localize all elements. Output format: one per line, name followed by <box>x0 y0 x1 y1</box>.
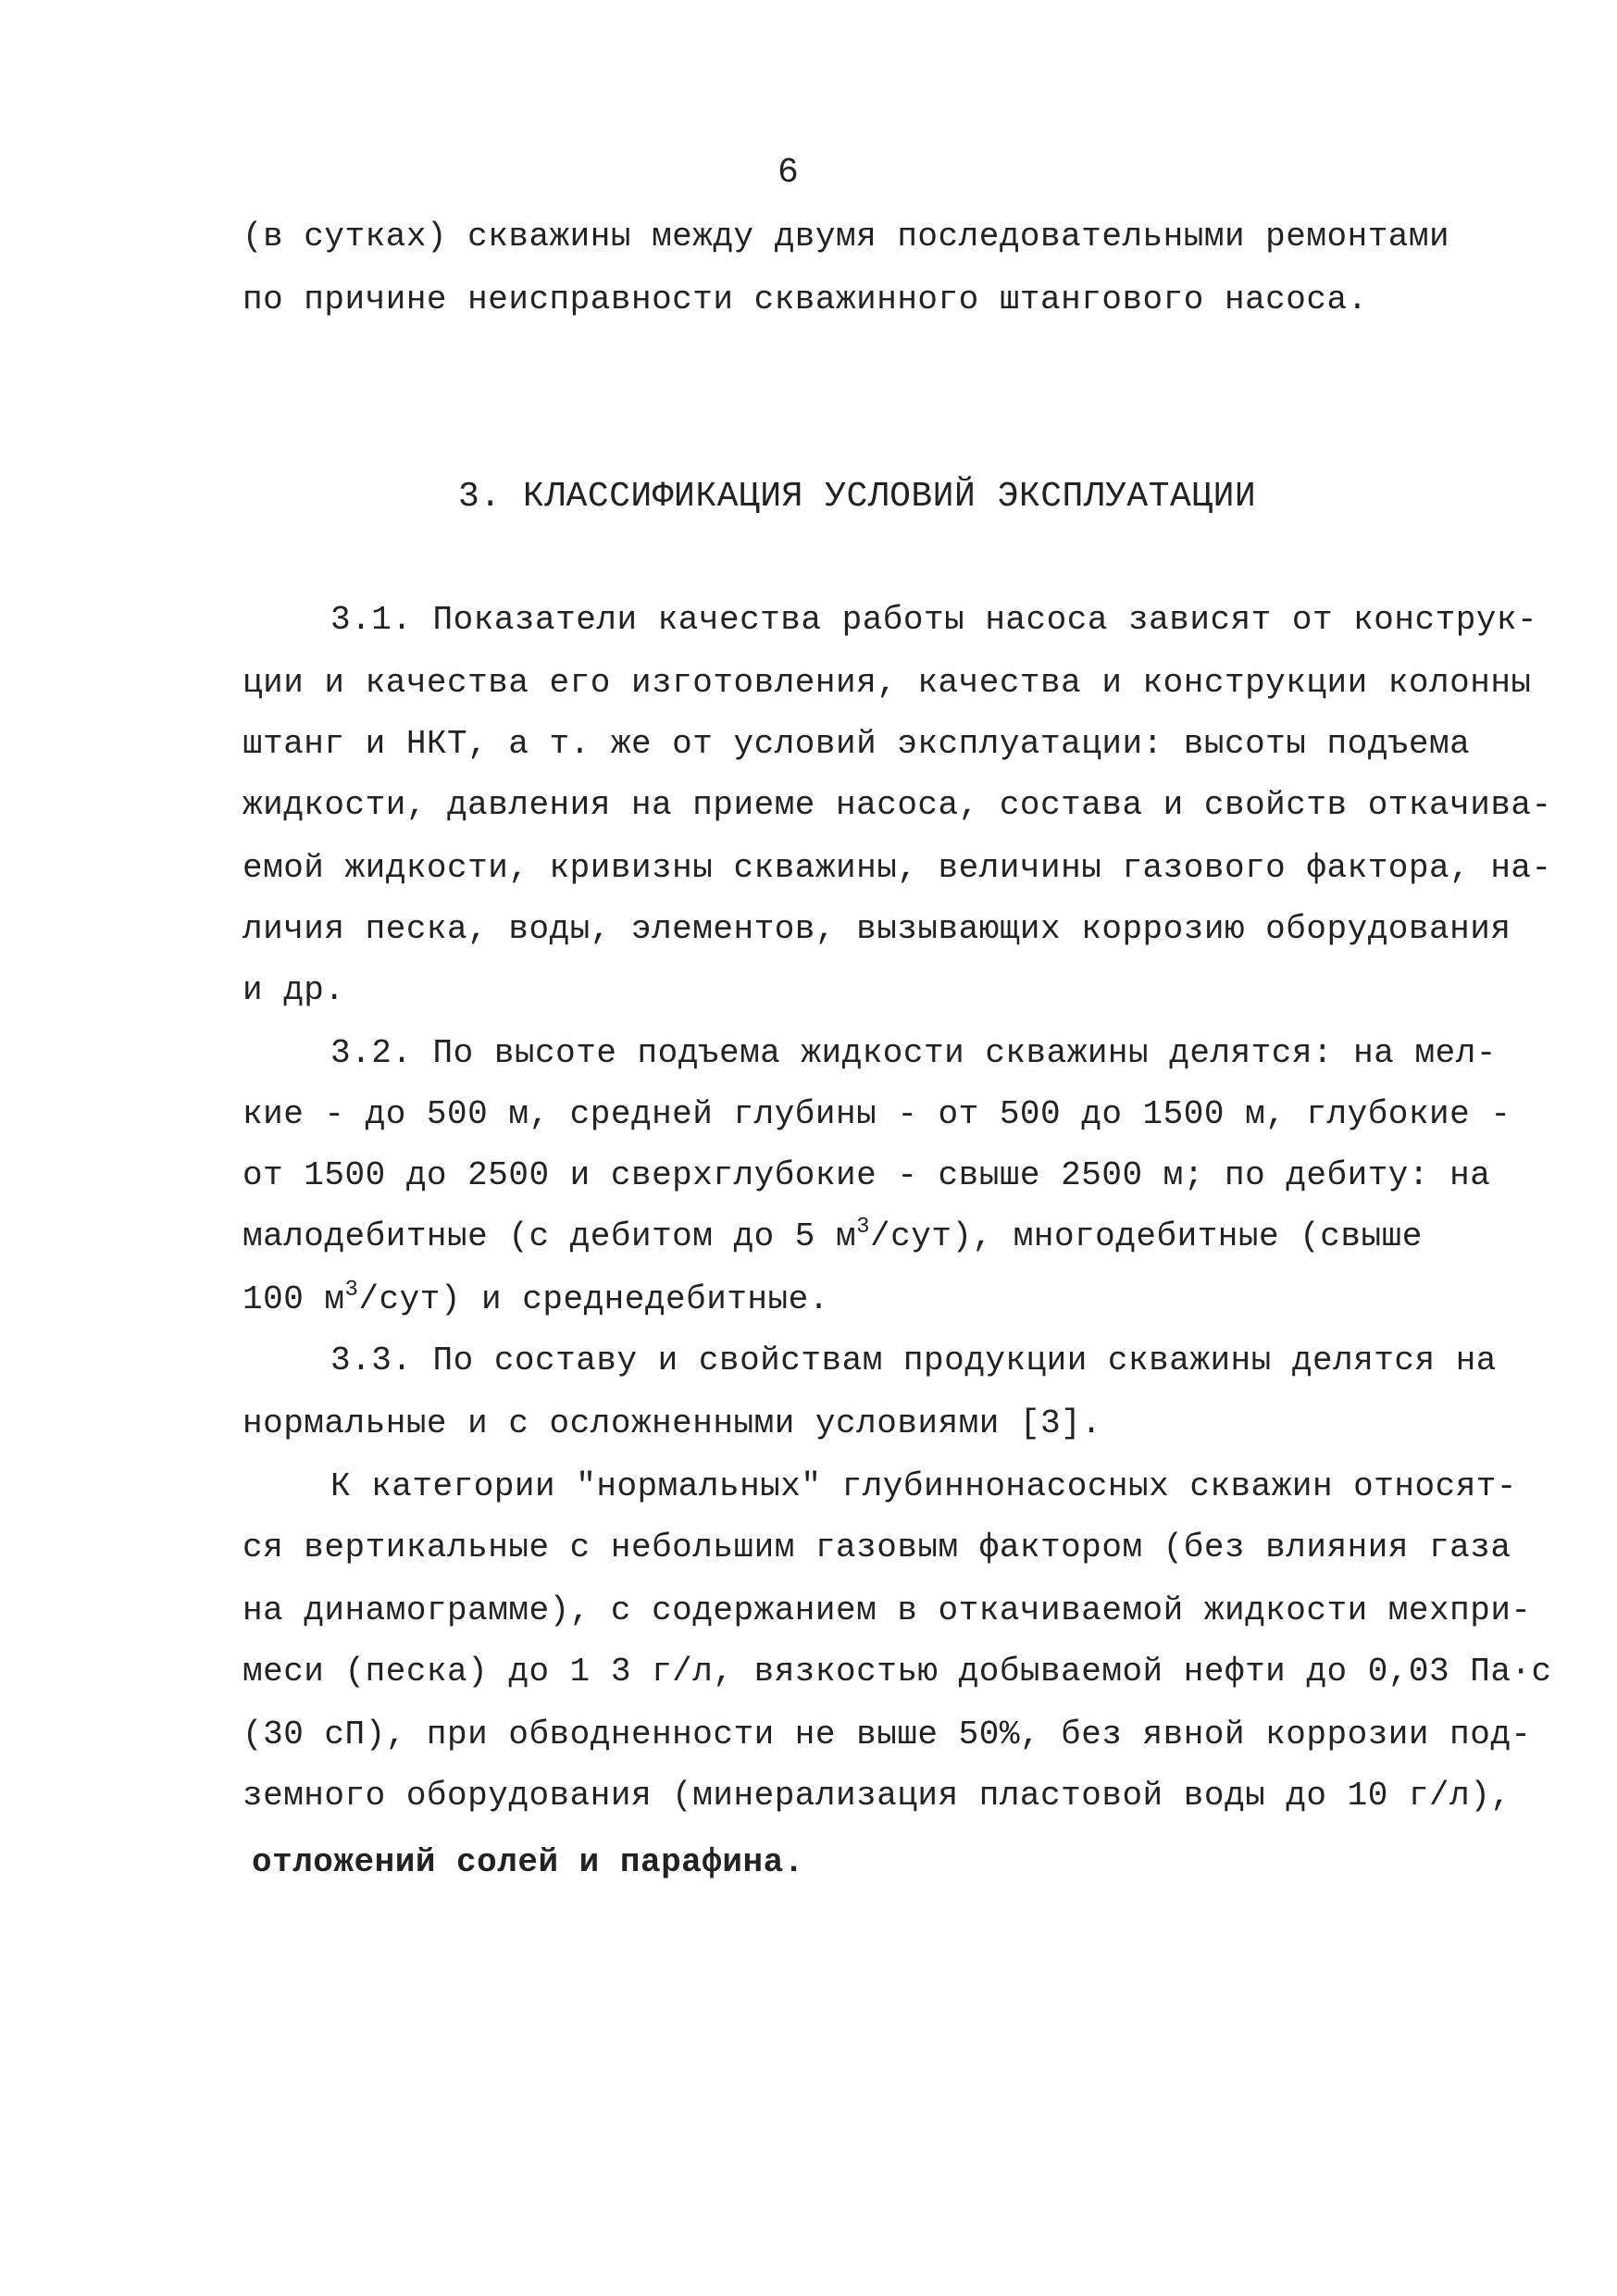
superscript-3: 3 <box>344 1278 359 1303</box>
superscript-3: 3 <box>856 1215 871 1240</box>
page-number: 6 <box>777 153 800 193</box>
para-normal-line-6: земного оборудования (минерализация пластовой воды до 10 г/л), <box>243 1777 1511 1815</box>
para-3-1-line-5: емой жидкости, кривизны скважины, величины газового фактора, на- <box>243 849 1552 887</box>
para-3-2-line-5 <box>243 1278 829 1318</box>
para-normal-line-5: (30 сП), при обводненности не выше 50%, без явной коррозии под- <box>243 1716 1532 1753</box>
para-3-1-line-1: 3.1. Показатели качества работы насоса зависят от конструк- <box>330 601 1538 639</box>
para-3-3-line-2: нормальные и с осложненными условиями [3]. <box>243 1404 1102 1442</box>
para-3-1-line-7: и др. <box>243 971 345 1009</box>
para-3-2-line-5-b: /сут) и среднедебитные. <box>358 1280 829 1318</box>
section-heading: 3. КЛАССИФИКАЦИЯ УСЛОВИЙ ЭКСПЛУАТАЦИИ <box>458 477 1257 517</box>
para-3-2-line-4-a: малодебитные (с дебитом до 5 м <box>243 1217 857 1255</box>
para-3-2-line-3: от 1500 до 2500 и сверхглубокие - свыше 2500 м; по дебиту: на <box>243 1156 1491 1194</box>
para-3-3-line-1: 3.3. По составу и свойствам продукции скважины делятся на <box>330 1341 1497 1379</box>
para-normal-line-3: на динамограмме), с содержанием в откачиваемой жидкости мехпри- <box>243 1591 1532 1629</box>
para-3-1-line-3: штанг и НКТ, а т. же от условий эксплуатации: высоты подъема <box>243 725 1471 763</box>
para-3-1-line-2: ции и качества его изготовления, качества и конструкции колонны <box>243 664 1532 702</box>
para-normal-line-7: отложений солей и парафина. <box>252 1843 804 1881</box>
intro-line-1: (в сутках) скважины между двумя последовательными ремонтами <box>243 218 1450 256</box>
para-3-1-line-4: жидкости, давления на приеме насоса, состава и свойств откачива- <box>243 786 1552 824</box>
intro-line-2: по причине неисправности скважинного штангового насоса. <box>243 281 1368 318</box>
para-3-2-line-2: кие - до 500 м, средней глубины - от 500 до 1500 м, глубокие - <box>243 1095 1511 1133</box>
para-3-2-line-4-b: /сут), многодебитные (свыше <box>870 1217 1423 1255</box>
para-3-2-line-4 <box>243 1215 1423 1255</box>
para-3-2-line-5-a: 100 м <box>243 1280 345 1318</box>
para-normal-line-1: К категории "нормальных" глубиннонасосных скважин относят- <box>330 1467 1518 1505</box>
para-3-1-line-6: личия песка, воды, элементов, вызывающих коррозию оборудования <box>243 910 1511 948</box>
para-normal-line-2: ся вертикальные с небольшим газовым фактором (без влияния газа <box>243 1529 1511 1566</box>
para-3-2-line-1: 3.2. По высоте подъема жидкости скважины делятся: на мел- <box>330 1034 1497 1072</box>
para-normal-line-4: меси (песка) до 1 3 г/л, вязкостью добываемой нефти до 0,03 Па·с <box>243 1653 1552 1691</box>
